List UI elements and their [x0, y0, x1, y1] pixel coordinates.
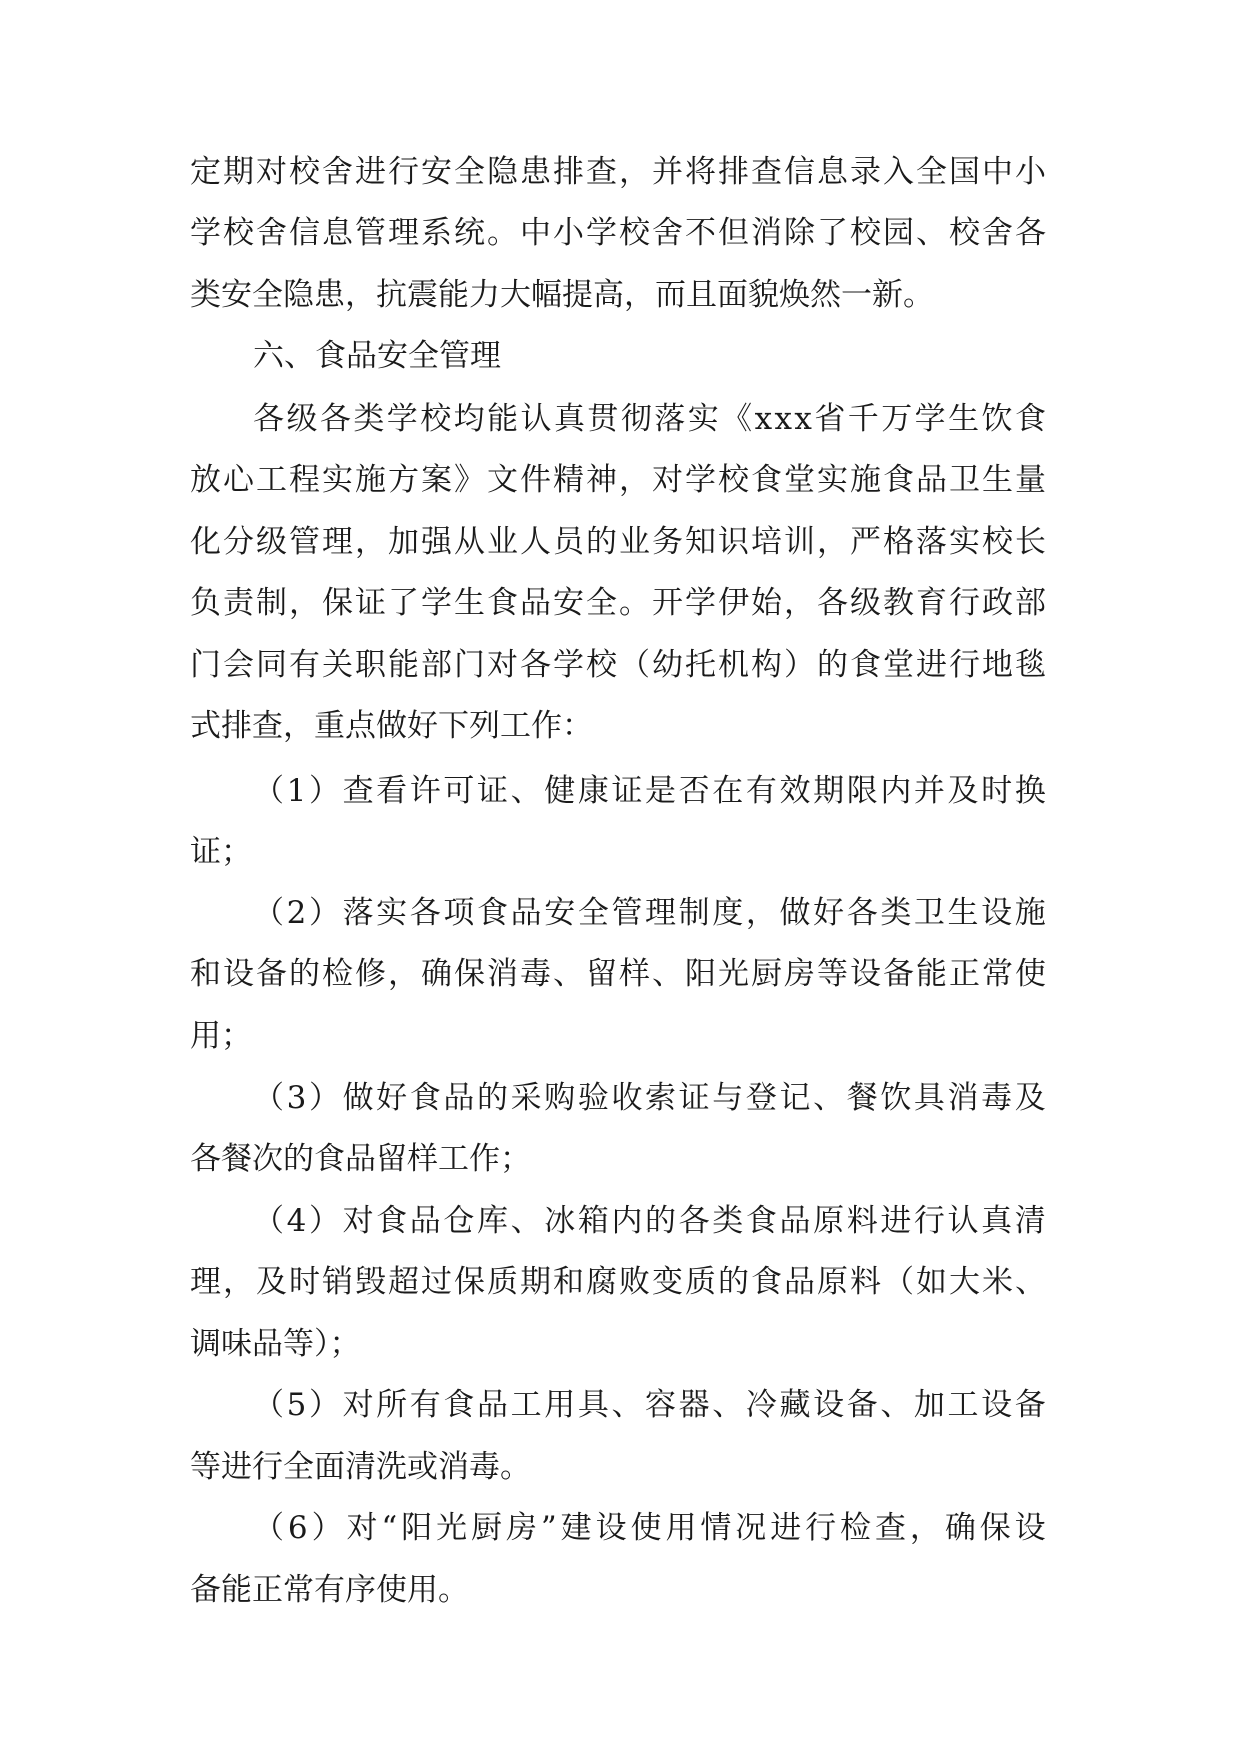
list-item-line: 备能正常有序使用。	[190, 1572, 469, 1608]
list-item-line: （ 3 ） 做 好 食 品 的 采 购 验 收 索 证 与 登 记 、 餐 饮 具 消 毒 及	[253, 1080, 1046, 1116]
text-line: 放 心 工 程 实 施 方 案 》 文 件 精 神 ， 对 学 校 食 堂 实 施 食 品 卫 生 量	[190, 462, 1046, 498]
list-item-line: 和 设 备 的 检 修 ， 确 保 消 毒 、 留 样 、 阳 光 厨 房 等 设 备 能 正 常 使	[190, 956, 1046, 992]
list-item-line: 等进行全面清洗或消毒。	[190, 1449, 531, 1485]
list-item-line: （ 1 ） 查 看 许 可 证 、 健 康 证 是 否 在 有 效 期 限 内 并 及 时 换	[253, 773, 1046, 809]
text-line: 类安全隐患，抗震能力大幅提高，而且面貌焕然一新。	[190, 277, 934, 313]
list-item-line: （ 6 ） 对 “ 阳 光 厨 房 ” 建 设 使 用 情 况 进 行 检 查 ， 确 保 设	[253, 1510, 1046, 1546]
text-line: 各 级 各 类 学 校 均 能 认 真 贯 彻 落 实 《 x x x 省 千 万 学 生 饮 食	[253, 401, 1046, 437]
text-line: 化 分 级 管 理 ， 加 强 从 业 人 员 的 业 务 知 识 培 训 ， 严 格 落 实 校 长	[190, 524, 1046, 560]
list-item-line: （ 4 ） 对 食 品 仓 库 、 冰 箱 内 的 各 类 食 品 原 料 进 行 认 真 清	[253, 1203, 1046, 1239]
text-line: 定 期 对 校 舍 进 行 安 全 隐 患 排 查 ， 并 将 排 查 信 息 录 入 全 国 中 小	[190, 154, 1046, 190]
list-item-line: 调味品等）；	[190, 1326, 361, 1362]
list-item-line: 各餐次的食品留样工作；	[190, 1141, 531, 1177]
list-item-line: 用；	[190, 1018, 252, 1054]
list-item-line: （ 5 ） 对 所 有 食 品 工 用 具 、 容 器 、 冷 藏 设 备 、 加 工 设 备	[253, 1387, 1046, 1423]
text-line: 门 会 同 有 关 职 能 部 门 对 各 学 校 （ 幼 托 机 构 ） 的 食 堂 进 行 地 毯	[190, 647, 1046, 683]
list-item-line: 证；	[190, 834, 252, 870]
section-heading: 六、食品安全管理	[253, 338, 501, 374]
list-item-line: 理 ， 及 时 销 毁 超 过 保 质 期 和 腐 败 变 质 的 食 品 原 料 （ 如 大 米 、	[190, 1264, 1046, 1300]
text-line: 式排查，重点做好下列工作：	[190, 708, 593, 744]
text-line: 学 校 舍 信 息 管 理 系 统 。 中 小 学 校 舍 不 但 消 除 了 校 园 、 校 舍 各	[190, 215, 1046, 251]
text-line: 负 责 制 ， 保 证 了 学 生 食 品 安 全 。 开 学 伊 始 ， 各 级 教 育 行 政 部	[190, 585, 1046, 621]
list-item-line: （ 2 ） 落 实 各 项 食 品 安 全 管 理 制 度 ， 做 好 各 类 卫 生 设 施	[253, 895, 1046, 931]
